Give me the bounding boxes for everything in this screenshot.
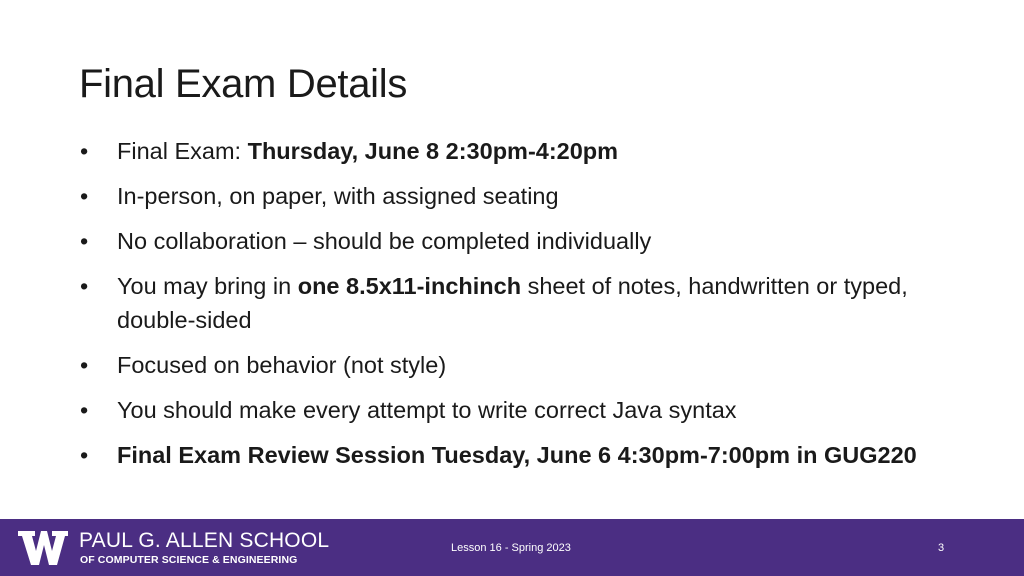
bullet-text-bold: Thursday, June 8 2:30pm-4:20pm [247, 138, 619, 164]
bullet-dot: • [80, 183, 89, 209]
footer-bar [0, 519, 1024, 576]
lesson-label: Lesson 16 - Spring 2023 [451, 542, 571, 554]
bullet-text: Focused on behavior (not style) [117, 352, 447, 378]
bullet-text: You may bring in [117, 273, 298, 299]
logo-school-subtitle: OF COMPUTER SCIENCE & ENGINEERING [80, 554, 298, 566]
slide-title: Final Exam Details [79, 62, 408, 106]
page-number: 3 [938, 542, 945, 554]
bullet-text: You should make every attempt to write correct Java syntax [117, 397, 737, 423]
bullet-dot: • [80, 273, 89, 299]
bullet-item [80, 348, 960, 382]
bullet-text: Final Exam: [117, 138, 248, 164]
bullet-text-bold: one 8.5x11-inchinch [297, 273, 522, 299]
bullet-item [80, 269, 960, 337]
bullet-text: sheet of notes, handwritten or typed, double-sided [117, 273, 908, 333]
bullet-item [80, 224, 960, 258]
logo-school-name: PAUL G. ALLEN SCHOOL [79, 529, 330, 552]
bullet-dot: • [80, 228, 89, 254]
bullet-text: In-person, on paper, with assigned seating [117, 183, 559, 209]
bullet-item [80, 179, 960, 213]
bullet-text: No collaboration – should be completed individually [117, 228, 652, 254]
bullet-item [80, 393, 960, 427]
bullet-dot: • [80, 138, 89, 164]
bullet-dot: • [80, 442, 89, 468]
uw-w-logo-icon [18, 531, 68, 565]
bullet-list [80, 134, 960, 483]
bullet-item [80, 134, 960, 168]
bullet-item [80, 438, 960, 472]
bullet-dot: • [80, 352, 89, 378]
school-logo [18, 529, 328, 569]
bullet-text-bold: Final Exam Review Session Tuesday, June 6 4:30pm-7:00pm in GUG220 [117, 442, 917, 468]
bullet-dot: • [80, 397, 89, 423]
